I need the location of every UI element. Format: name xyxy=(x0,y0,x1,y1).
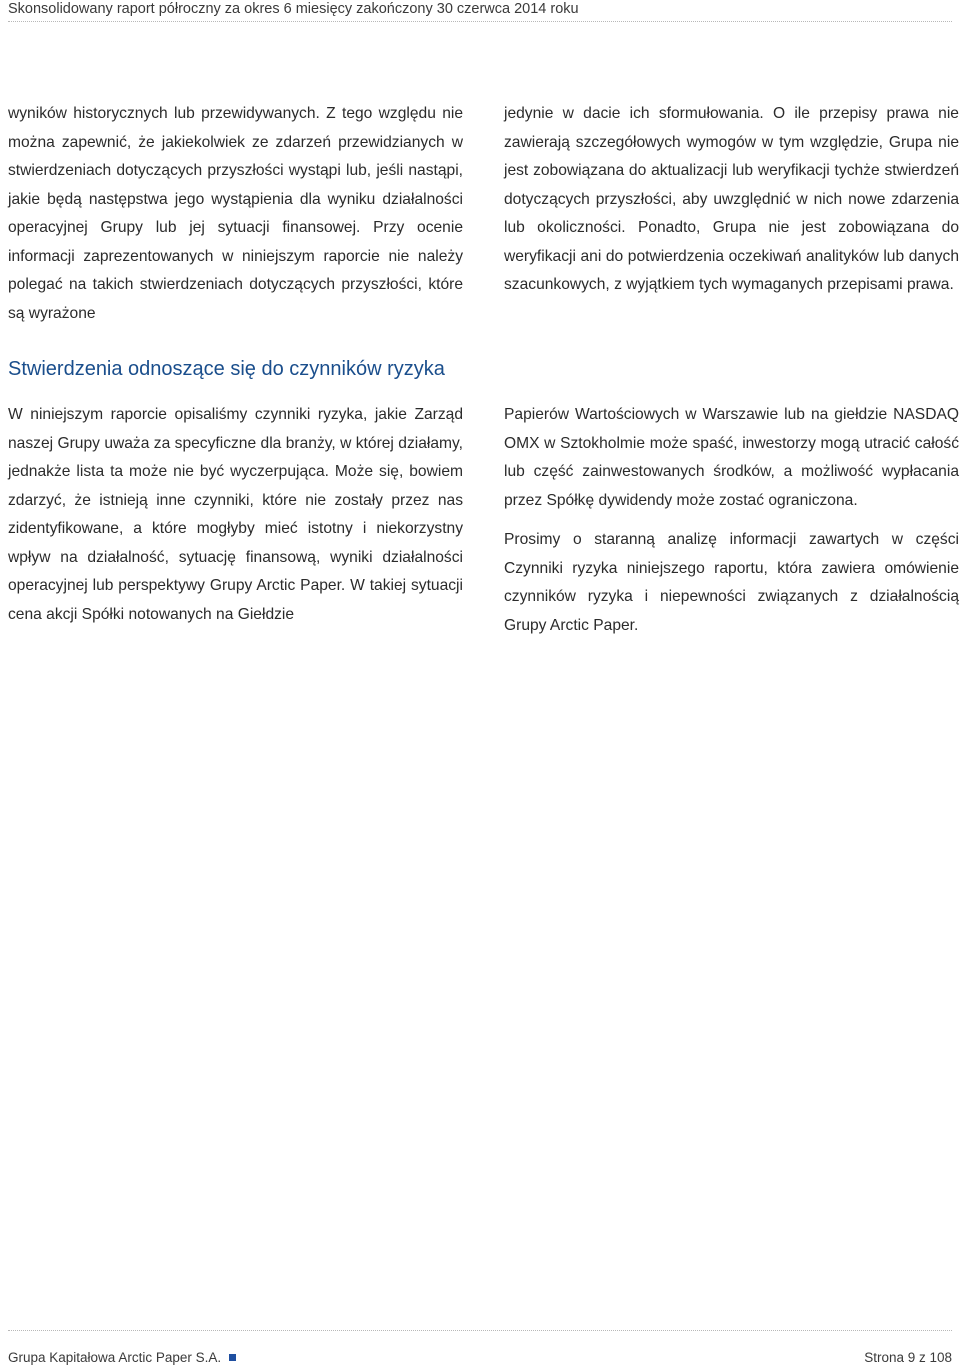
footer-divider xyxy=(8,1330,952,1331)
page-header xyxy=(8,0,952,22)
section-right-paragraph-1: Papierów Wartościowych w Warszawie lub na giełdzie NASDAQ OMX w Sztokholmie może spaść, inwestorzy mogą utracić całość lub część zainwestowanych środków, a możliwość wypłacania przez Spółkę dywidendy może zostać ograniczona. xyxy=(504,406,959,509)
footer-company xyxy=(8,1350,236,1365)
page-footer xyxy=(8,1330,952,1368)
intro-right-column xyxy=(504,100,959,300)
footer-company-name: Grupa Kapitałowa Arctic Paper S.A. xyxy=(8,1350,222,1365)
header-divider xyxy=(8,21,952,22)
square-bullet-icon xyxy=(229,1354,236,1361)
intro-left-column xyxy=(8,100,463,328)
intro-right-paragraph: jedynie w dacie ich sformułowania. O ile przepisy prawa nie zawierają szczegółowych wymogów w tym względzie, Grupa nie jest zobowiązana do aktualizacji lub weryfikacji tychże stwierdzeń dotyczących przyszłości, aby uwzględnić w nich nowe zdarzenia lub okoliczności. Ponadto, Grupa nie jest zobowiązana do weryfikacji ani do potwierdzenia oczekiwań analityków lub danych szacunkowych, z wyjątkiem tych wymaganych przepisami prawa. xyxy=(504,105,959,293)
report-title: Skonsolidowany raport półroczny za okres 6 miesięcy zakończony 30 czerwca 2014 roku xyxy=(8,1,579,17)
page-number: Strona 9 z 108 xyxy=(864,1350,952,1365)
section-left-paragraph: W niniejszym raporcie opisaliśmy czynniki ryzyka, jakie Zarząd naszej Grupy uważa za specyficzne dla branży, w której działamy, jednakże lista ta może nie być wyczerpująca. Może się, bowiem zdarzyć, że istnieją inne czynniki, które nie zostały przez nas zidentyfikowane, a które mogłyby mieć istotny i niekorzystny wpływ na działalność, sytuację finansową, wyniki działalności operacyjnej lub perspektywy Grupy Arctic Paper. W takiej sytuacji cena akcji Spółki notowanych na Giełdzie xyxy=(8,406,463,623)
section-left-column xyxy=(8,401,463,629)
section-right-paragraph-2: Prosimy o staranną analizę informacji zawartych w części Czynniki ryzyka niniejszego raportu, która zawiera omówienie czynników ryzyka i niepewności związanych z działalnością Grupy Arctic Paper. xyxy=(504,531,959,634)
intro-left-paragraph: wyników historycznych lub przewidywanych. Z tego względu nie można zapewnić, że jakiekolwiek ze zdarzeń przewidzianych w stwierdzeniach dotyczących przyszłości wystąpi lub, jeśli nastąpi, jakie będą następstwa jego wystąpienia dla wyniku działalności operacyjnej Grupy lub jej sytuacji finansowej. Przy ocenie informacji zaprezentowanych w niniejszym raporcie nie należy polegać na takich stwierdzeniach dotyczących przyszłości, które są wyrażone xyxy=(8,105,463,322)
section-right-column xyxy=(504,401,959,640)
section-heading: Stwierdzenia odnoszące się do czynników ryzyka xyxy=(8,358,445,380)
